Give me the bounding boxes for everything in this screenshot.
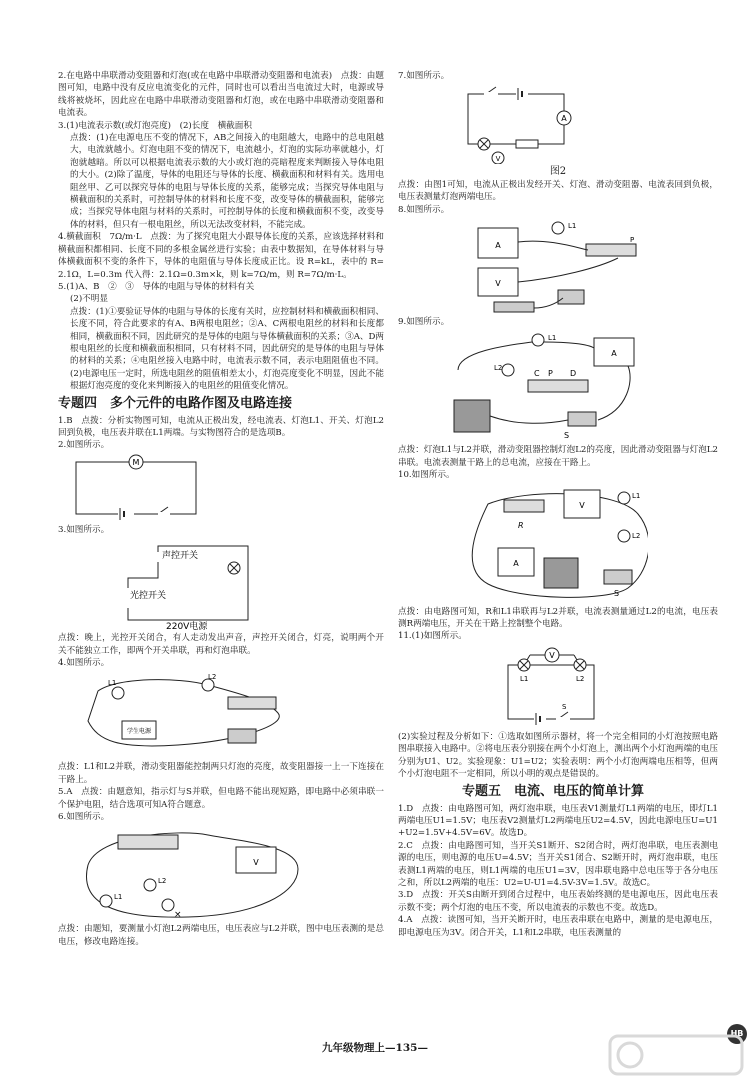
- power-box-label: 学生电源: [126, 728, 152, 736]
- answer-5b: (2)不明显: [70, 294, 108, 305]
- section-4-title: 专题四 多个元件的电路作图及电路连接: [58, 395, 293, 411]
- answer-q4-note: 点拨：L1和L2并联，滑动变阻器能控制两只灯泡的亮度，故变阻器接一上一下连接在干路上。: [58, 762, 384, 785]
- lamp-l1-label-8: L1: [568, 222, 577, 231]
- answer-q6-note: 点拨：由题知，要测量小灯泡L2两端电压，电压表应与L2并联，图中电压表测的是总电压，修改电路连接。: [58, 924, 384, 947]
- answer-q3-note: 点拨：晚上，光控开关闭合，有人走动发出声音，声控开关闭合，灯亮，说明两个开关不能独立工作，即两个开关串联，再和灯泡串联。: [58, 633, 384, 656]
- voltmeter-label-11: V: [549, 650, 555, 660]
- answer-q8: 8.如图所示。: [398, 204, 450, 215]
- sound-switch-label: 声控开关: [162, 551, 199, 562]
- parallel-lamps-physical-diagram: [58, 671, 308, 759]
- answer-q2: 2.如图所示。: [58, 440, 110, 451]
- answer-q5: 5.A 点拨：由题意知，指示灯与S并联，但电路不能出现短路，即电路中必须串联一个保护电阻，结合选项可知A符合题意。: [58, 787, 384, 810]
- answer-4: 4.横截面积 7Ω/m·L 点拨：为了探究电阻大小跟导体长度的关系，应该选择材料和横截面积都相同、长度不同的多根金属丝进行实验；由表中数据知，在导体材料与导体横截面积不变的条件下，导体的电阻值与导体长度成正比。设 R=kL，表中的 R=2.1Ω，L=0.3m 代入得：2.1Ω=0.3m×k，则 k=7Ω/m，则 R=7Ω/m·L。: [58, 232, 384, 280]
- physical-circuit-q8: [398, 218, 648, 314]
- switch-s-label-10: S: [614, 588, 620, 598]
- resistor-r-label: R: [518, 520, 524, 530]
- light-switch-label: 光控开关: [130, 591, 167, 602]
- answer-q3: 3.如图所示。: [58, 524, 110, 535]
- section-5-title: 专题五 电流、电压的简单计算: [461, 783, 644, 799]
- series-ammeter-voltmeter-diagram: [398, 84, 598, 164]
- voltmeter-label-7: V: [495, 155, 501, 164]
- power-220-label: 220V电源: [166, 622, 208, 631]
- answer-q9-note: 点拨：灯泡L1与L2并联，滑动变阻器控制灯泡L2的亮度，因此滑动变阻器与灯泡L2串联。电流表测量干路上的总电流，应接在干路上。: [398, 445, 718, 468]
- answer-q10-note: 点拨：由电路图可知，R和L1串联再与L2并联，电流表测量通过L2的电流，电压表测R两端电压，开关在干路上控制整个电路。: [398, 606, 718, 630]
- lamp-l2-label-10: L2: [632, 531, 641, 540]
- answer-q1: 1.B 点拨：分析实物图可知，电流从正极出发，经电流表、灯泡L1、开关、灯泡L2回到负极，电压表并联在L1两端。与实物图符合的是选项B。: [58, 415, 384, 438]
- lamp-l2-label-11: L2: [576, 674, 585, 683]
- voltmeter-label: V: [253, 858, 259, 868]
- answer-5a: 5.(1)A、B ② ③ 导体的电阻与导体的材料有关: [58, 281, 255, 292]
- cross-mark: ×: [174, 910, 182, 921]
- answer-q7: 7.如图所示。: [398, 71, 450, 81]
- terminal-c-label: C: [534, 369, 540, 379]
- lamp-l2-label: L2: [208, 673, 217, 682]
- lamp-l1-label-9: L1: [548, 334, 557, 343]
- physical-circuit-q9: [398, 330, 648, 442]
- lamp-l2-label-b: L2: [158, 877, 167, 886]
- answer-q6: 6.如图所示。: [58, 812, 110, 823]
- answer-q11: 11.(1)如图所示。: [398, 631, 467, 642]
- ammeter-label-9: A: [611, 349, 617, 359]
- ammeter-label-7: A: [561, 114, 567, 124]
- answer-3a: 3.(1)电流表示数(或灯泡亮度) (2)长度 横截面积: [58, 120, 252, 131]
- answer-2: 2.在电路中串联滑动变阻器和灯泡(或在电路中串联滑动变阻器和电流表) 点拨：由题图可知，电路中没有反应电流变化的元件，同时也可以看出当电流过大时，电源或导线将被烧坏，因此应在电路中串联滑动变阻器和灯泡，或在电路中串联滑动变阻器和电流表。: [58, 71, 384, 119]
- answer-a3: 3.D 点拨：开关S由断开到闭合过程中，电压表始终测的是电源电压，因此电压表示数不变；两个灯泡的电压不变，所以电流表的示数也不变。故选D。: [398, 890, 718, 913]
- answer-5c: 点拨：(1)①要验证导体的电阻与导体的长度有关时，应控制材料和横截面积相同、长度不同，符合此要求的有A、B两根电阻丝；②A、C两根电阻丝的材料和长度都相同，横截面积不同，因此研究的是导体的电阻与导体横截面积的关系；③A、D两根电阻丝的长度和横截面积相同，只有材料不同，因此研究的是导体的电阻与导体的材料的关系；④电阻丝接入电路中时，电流表示数不同，表示电阻阻值也不同。(2)电源电压一定时，所选电阻丝的阻值相差太小，灯泡亮度变化不明显，因此不能根据灯泡亮度的变化来判断接入的电阻丝的阻值变化情况。: [70, 306, 384, 392]
- ammeter-label-8: A: [495, 241, 501, 251]
- voltmeter-label-10: V: [579, 500, 585, 510]
- lamp-l2-label-9: L2: [494, 364, 503, 373]
- answer-a2: 2.C 点拨：由电路图可知，当开关S1断开、S2闭合时，两灯泡串联，电压表测电源的电压，则电源的电压U=4.5V；当开关S1闭合、S2断开时，两灯泡串联，电压表测L1两端的电压，则L1两端的电压U1=3V，因串联电路中总电压等于各分电压之和，所以L2两端的电压：U2=U-U1=4.5V-3V=1.5V。故选C。: [398, 840, 718, 888]
- corner-badge: HB: [727, 1024, 747, 1044]
- ammeter-label-10: A: [513, 558, 519, 568]
- motor-label: M: [132, 457, 140, 467]
- terminal-d-label: D: [570, 369, 577, 379]
- answer-a1: 1.D 点拨：由电路图可知，两灯泡串联，电压表V1测量灯L1两端的电压，即灯L1两端电压U1=1.5V；电压表V2测量灯L2两端电压U2=4.5V，因此电源电压U=U1+U2=1.5V+4.5V=6V。故选D。: [398, 803, 718, 839]
- switch-s-label-9: S: [564, 431, 570, 441]
- answer-q10: 10.如图所示。: [398, 470, 455, 481]
- motor-circuit-diagram: [58, 454, 228, 522]
- switch-lamp-diagram: [58, 538, 278, 630]
- slider-p-label-8: P: [630, 236, 635, 245]
- answer-q4: 4.如图所示。: [58, 658, 110, 668]
- lamp-l1-label: L1: [108, 679, 117, 688]
- lamp-l1-label-10: L1: [632, 491, 641, 500]
- figure-2-caption: 图2: [549, 166, 567, 178]
- answer-q7-note: 点拨：由图1可知，电流从正极出发经开关、灯泡、滑动变阻器、电流表回到负极，电压表测量灯泡两端电压。: [398, 179, 718, 203]
- series-lamps-voltmeter-diagram: [398, 645, 638, 729]
- answer-a4: 4.A 点拨：读图可知，当开关断开时，电压表串联在电路中，测量的是电源电压，即电源电压为3V。闭合开关，L1和L2串联，电压表测量的: [398, 915, 718, 938]
- physical-circuit-q10: [398, 484, 648, 604]
- lamp-l1-label-11: L1: [520, 674, 529, 683]
- answer-3b: 点拨：(1)在电源电压不变的情况下，AB之间接入的电阻越大，电路中的总电阻越大，电流就越小。灯泡电阻不变的情况下，电流越小，灯泡的实际功率就越小，灯泡就越暗。所以可以根据电流表示数的大小或灯泡的亮暗程度来判断接入导体电阻的大小。(2)除了温度，导体的电阻还与导体的长度、横截面积和材料有关。选用电阻丝甲、乙可以探究导体的电阻与导体长度的关系，能够完成；当探究导体电阻与横截面积的关系时，可控制导体的材料和长度不变，改变导体的横截面积，能够完成；当探究导体电阻与材料的关系时，可控制导体的长度和横截面积不变，改变导体的材料，但只有一根电阻丝，所以无法改变材料，不能完成。: [70, 133, 384, 230]
- voltmeter-lamps-physical-diagram: [58, 825, 308, 921]
- answer-q9: 9.如图所示。: [398, 317, 450, 328]
- left-column: [58, 70, 384, 948]
- voltmeter-label-8: V: [495, 279, 501, 289]
- page-footer: 九年级物理上—135—: [322, 1042, 428, 1054]
- answer-q11b: (2)实验过程及分析如下：①选取如图所示器材，将一个完全相同的小灯泡按照电路图串联接入电路中。②将电压表分别接在两个小灯泡上，测出两个小灯泡两端的电压分别为U1、U2。实验现象：U1=U2；实验表明：两个小灯泡两端电压相等，但两个小灯泡电阻不一定相同，所以小明的观点是错误的。: [398, 731, 718, 780]
- slider-p-label-9: P: [548, 369, 553, 379]
- lamp-l1-label-b: L1: [114, 893, 123, 902]
- watermark-logo-icon: [606, 1032, 746, 1078]
- right-column: [398, 70, 718, 939]
- switch-s-label-11: S: [562, 702, 567, 711]
